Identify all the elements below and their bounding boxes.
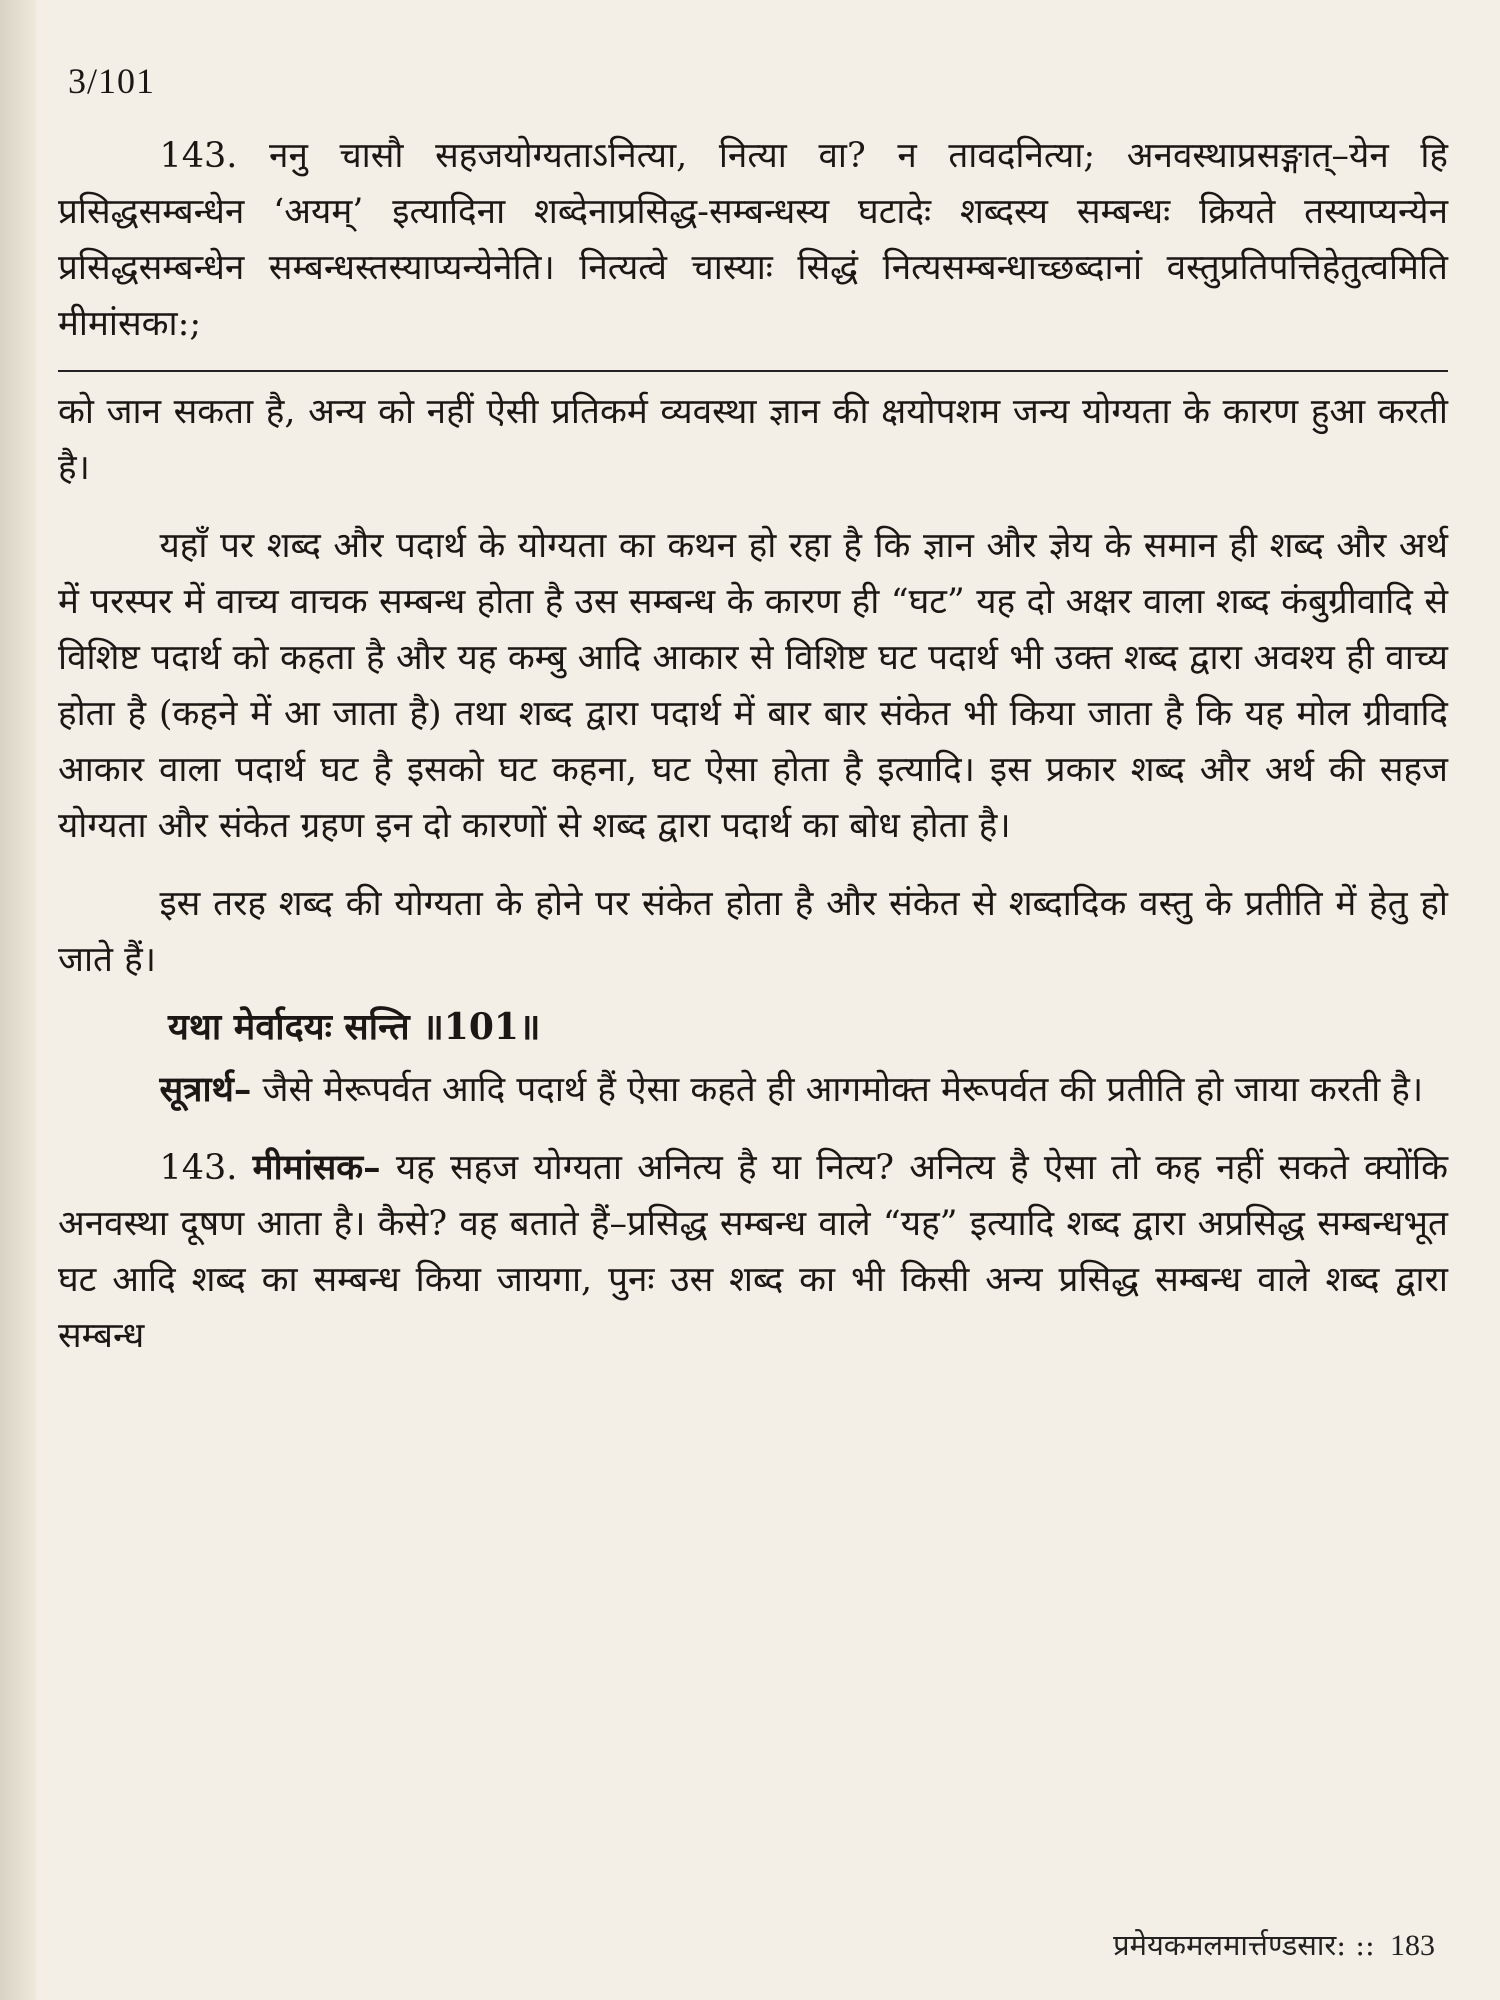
page-content [58,60,1448,1364]
hindi-paragraph-2: यहाँ पर शब्द और पदार्थ के योग्यता का कथन हो रहा है कि ज्ञान और ज्ञेय के समान ही शब्द और अर्थ में परस्पर में वाच्य वाचक सम्बन्ध होता है उस सम्बन्ध के कारण ही “घट” यह दो अक्षर वाला शब्द कंबुग्रीवादि से विशिष्ट पदार्थ को कहता है और यह कम्बु आदि आकार से विशिष्ट घट पदार्थ भी उक्त शब्द द्वारा अवश्य ही वाच्य होता है (कहने में आ जाता है) तथा शब्द द्वारा पदार्थ में बार बार संकेत भी किया जाता है कि यह मोल ग्रीवादि आकार वाला पदार्थ घट है इसको घट कहना, घट ऐसा होता है इत्यादि। इस प्रकार शब्द और अर्थ की सहज योग्यता और संकेत ग्रहण इन दो कारणों से शब्द द्वारा पदार्थ का बोध होता है। [58,526,1448,846]
sutrartha-text: जैसे मेरूपर्वत आदि पदार्थ हैं ऐसा कहते ही आगमोक्त मेरूपर्वत की प्रतीति हो जाया करती है। [251,1070,1424,1110]
paragraph-number: 143. [159,1148,253,1188]
sanskrit-commentary [58,128,1448,352]
page-number: 183 [1390,1929,1435,1962]
page-gutter-shadow [0,0,36,2000]
mimamsaka-text: यह सहज योग्यता अनित्य है या नित्य? अनित्य है ऐसा तो कह नहीं सकते क्योंकि अनवस्था दूषण आता है। कैसे? वह बताते हैं–प्रसिद्ध सम्बन्ध वाले “यह” इत्यादि शब्द द्वारा अप्रसिद्ध सम्बन्धभूत घट आदि शब्द का सम्बन्ध किया जायगा, पुनः उस शब्द का भी किसी अन्य प्रसिद्ध सम्बन्ध वाले शब्द द्वारा सम्बन्ध [58,1148,1449,1356]
page-reference: 3/101 [68,61,156,101]
hindi-paragraph-1: को जान सकता है, अन्य को नहीं ऐसी प्रतिकर्म व्यवस्था ज्ञान की क्षयोपशम जन्य योग्यता के कारण हुआ करती है। [58,392,1448,488]
book-title: प्रमेयकमलमार्त्तण्डसार: :: [1113,1928,1375,1962]
hindi-translation [58,384,1448,1364]
sanskrit-paragraph: 143. ननु चासौ सहजयोग्यताऽनित्या, नित्या वा? न तावदनित्या; अनवस्थाप्रसङ्गात्–येन हि प्रसिद्धसम्बन्धेन ‘अयम्’ इत्यादिना शब्देनाप्रसिद्ध-सम्बन्धस्य घटादेः शब्दस्य सम्बन्धः क्रियते तस्याप्यन्येन प्रसिद्धसम्बन्धेन सम्बन्धस्तस्याप्यन्येनेति। नित्यत्वे चास्याः सिद्धं नित्यसम्बन्धाच्छब्दानां वस्तुप्रतिपत्तिहेतुत्वमिति मीमांसका:; [58,136,1448,344]
hindi-paragraph-3: इस तरह शब्द की योग्यता के होने पर संकेत होता है और संकेत से शब्दादिक वस्तु के प्रतीति में हेतु हो जाते हैं। [58,884,1448,980]
sutrartha-label: सूत्रार्थ– [159,1069,252,1110]
mimamsaka-label: मीमांसक– [252,1147,381,1188]
page-footer [1113,1925,1435,1964]
section-divider [58,370,1448,372]
sutra-verse: यथा मेर्वादयः सन्ति ॥101॥ [168,1006,541,1048]
sutrartha-paragraph [58,1062,1448,1118]
hindi-paragraph-5 [58,1140,1448,1364]
